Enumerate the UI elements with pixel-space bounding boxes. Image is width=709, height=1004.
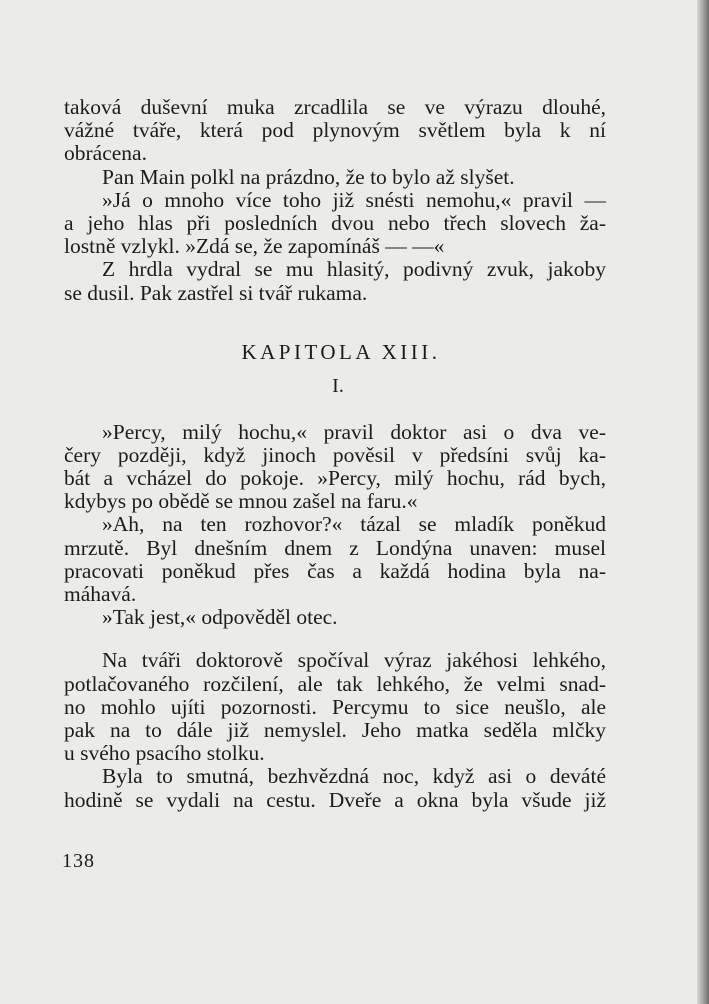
text-line: vážné tváře, která pod plynovým světlem byla k ní: [64, 118, 606, 143]
paragraph: [64, 765, 606, 811]
text-line: »Ah, na ten rozhovor?« tázal se mladík poněkud: [102, 512, 606, 537]
paragraph: [64, 258, 606, 304]
paragraph: [64, 606, 606, 629]
text-line: máhavá.: [64, 582, 137, 606]
text-line: taková duševní muka zrcadlila se ve výrazu dlouhé,: [64, 95, 606, 119]
text-line: mrzutě. Byl dnešním dnem z Londýna unaven: musel: [64, 535, 606, 560]
text-line: pak na to dále již nemyslel. Jeho matka seděla mlčky: [64, 717, 606, 742]
text-line: »Percy, milý hochu,« pravil doktor asi o dva ve-: [102, 419, 606, 444]
page-edge-shadow: [697, 0, 709, 1004]
paragraph: [64, 421, 606, 514]
paragraph-continued: [64, 96, 606, 166]
text-line: čery později, když jinoch pověsil v předsíni svůj ka-: [64, 442, 606, 467]
text-line: Byla to smutná, bezhvězdná noc, když asi o deváté: [102, 764, 606, 789]
text-line: u svého psacího stolku.: [64, 741, 265, 766]
text-line: kdybys po obědě se mnou zašel na faru.«: [64, 489, 418, 514]
text-line: »Já o mnoho více toho již snésti nemohu,« pravil —: [102, 187, 606, 212]
text-line: Na tváři doktorově spočíval výraz jakéhosi lehkého,: [102, 648, 606, 673]
text-line: Z hrdla vydral se mu hlasitý, podivný zvuk, jakoby: [102, 257, 606, 282]
body-text: [64, 96, 606, 812]
chapter-title: KAPITOLA XIII.: [241, 339, 441, 364]
paragraph: [64, 189, 606, 259]
text-line: potlačovaného rozčilení, ale tak lehkého, že velmi snad-: [64, 671, 606, 696]
text-line: se dusil. Pak zastřel si tvář rukama.: [64, 280, 368, 305]
text-line: pracovati poněkud přes čas a každá hodina byla na-: [64, 558, 606, 583]
text-line: obrácena.: [64, 141, 147, 166]
text-line: lostně vzlykl. »Zdá se, že zapomínáš — —«: [64, 234, 445, 259]
text-line: a jeho hlas při posledních dvou nebo třech slovech ža-: [64, 210, 606, 235]
section-number: I.: [332, 374, 344, 397]
text-line: bát a vcházel do pokoje. »Percy, milý hochu, rád bych,: [64, 466, 606, 491]
text-line: »Tak jest,« odpověděl otec.: [102, 605, 338, 630]
text-line: Pan Main polkl na prázdno, že to bylo až slyšet.: [102, 164, 515, 189]
paragraph: [64, 649, 606, 765]
text-line: hodině se vydali na cestu. Dveře a okna byla všude již: [64, 787, 606, 812]
page-number: 138: [62, 850, 95, 872]
paragraph: [64, 166, 606, 189]
paragraph: [64, 513, 606, 606]
text-line: no mohlo ujíti pozornosti. Percymu to sice neušlo, ale: [64, 694, 606, 719]
